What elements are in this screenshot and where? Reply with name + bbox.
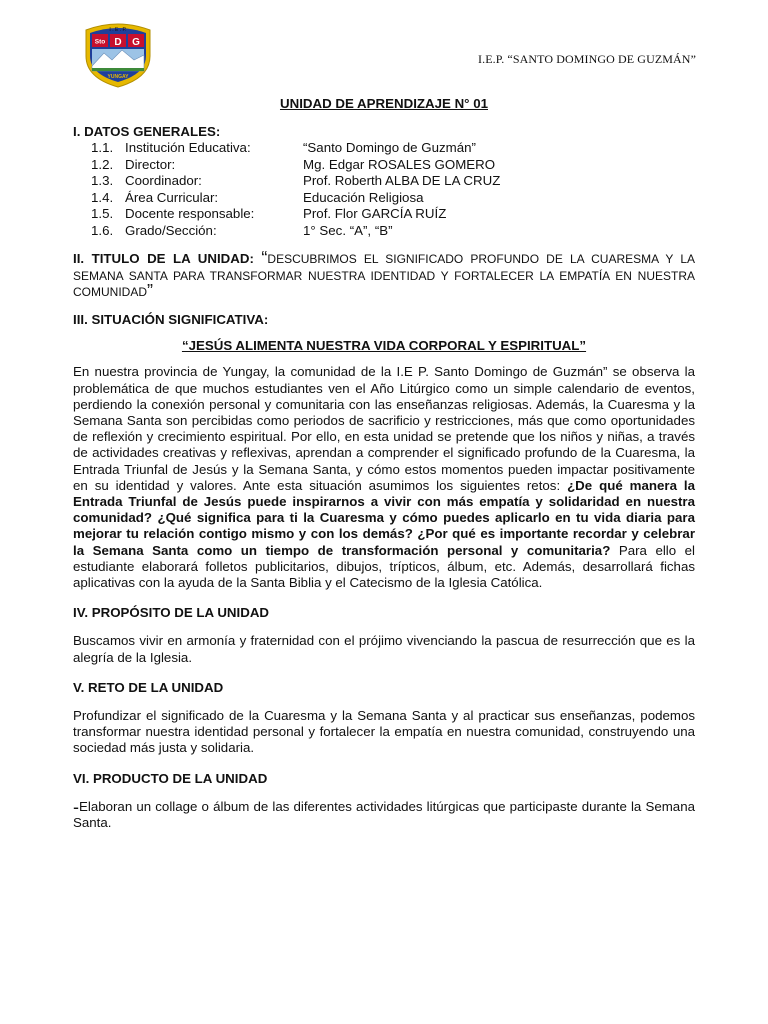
section-datos-generales bbox=[73, 124, 695, 239]
row-number: 1.2. bbox=[91, 156, 114, 172]
product-text: Elaboran un collage o álbum de las diferentes actividades litúrgicas que participaste durante la Semana Santa. bbox=[73, 798, 695, 831]
situation-text: En nuestra provincia de Yungay, la comunidad de la I.E P. Santo Domingo de Guzmán” se observa la problemática de que muchos estudiantes ven el Año Litúrgico como un simple calendario de eventos, perdiendo la conexión personal y comunitaria con las enseñanzas religiosas. Además, la Cuaresma y la Semana Santa son percibidas como periodos de sacrificio y restricciones, más que como oportunidades de reflexión y crecimiento espiritual. Por ello, en esta unidad se pretende que los niños y niñas, a través de actividades creativas y reflexivas, aprendan a comprender el significado profundo de la Cuaresma, la Entrada Triunfal de Jesús y la Semana Santa, y cómo estos momentos pueden impactar positivamente en su identidad y valores. Ante esta situación asumimos los siguientes retos: bbox=[73, 364, 695, 493]
product-dash: - bbox=[73, 796, 79, 817]
situation-paragraph bbox=[73, 364, 695, 591]
row-value: Educación Religiosa bbox=[303, 189, 424, 205]
section-situacion bbox=[73, 312, 695, 591]
row-value: Prof. Roberth ALBA DE LA CRUZ bbox=[303, 173, 501, 189]
product-paragraph bbox=[73, 796, 695, 831]
logo-iep-text: I . E . P. bbox=[109, 27, 127, 33]
section-titulo bbox=[73, 248, 695, 301]
row-label: Director: bbox=[125, 156, 176, 172]
unit-title-text: DESCUBRIMOS EL SIGNIFICADO PROFUNDO DE LA CUARESMA Y LA SEMANA SANTA PARA TRANSFORMAR NUESTRA IDENTIDAD Y FORTALECER LA EMPATÍA EN NUESTRA COMUNIDAD bbox=[73, 252, 695, 299]
logo-letter-g: G bbox=[132, 37, 140, 48]
general-data-row bbox=[73, 223, 695, 240]
row-number: 1.3. bbox=[91, 173, 114, 189]
general-data-row bbox=[73, 190, 695, 207]
row-value: Prof. Flor GARCÍA RUÍZ bbox=[303, 206, 447, 222]
row-label: Grado/Sección: bbox=[125, 222, 217, 238]
section-title: IV. PROPÓSITO DE LA UNIDAD bbox=[73, 605, 270, 621]
school-logo bbox=[80, 22, 156, 88]
row-value: “Santo Domingo de Guzmán” bbox=[303, 140, 476, 156]
close-quote: ” bbox=[147, 280, 153, 301]
purpose-paragraph: Buscamos vivir en armonía y fraternidad con el prójimo vivenciando la pascua de resurrección que es la alegría de la Iglesia. bbox=[73, 633, 695, 665]
general-data-list bbox=[73, 140, 695, 239]
section-producto bbox=[73, 771, 695, 832]
row-label: Institución Educativa: bbox=[125, 140, 251, 156]
general-data-row bbox=[73, 140, 695, 157]
situation-heading: “JESÚS ALIMENTA NUESTRA VIDA CORPORAL Y ESPIRITUAL” bbox=[181, 338, 587, 354]
section-reto bbox=[73, 680, 695, 757]
row-number: 1.6. bbox=[91, 222, 114, 238]
row-label: Coordinador: bbox=[125, 173, 202, 189]
row-value: 1° Sec. “A”, “B” bbox=[303, 222, 393, 238]
general-data-row bbox=[73, 157, 695, 174]
situation-questions: ¿De qué manera la Entrada Triunfal de Jesús puede inspirarnos a vivir con más empatía y solidaridad en nuestra comunidad? ¿Qué significa para ti la Cuaresma y cómo puedes aplicarlo en tu vida diaria para mejorar tu relación contigo mismo y con los demás? ¿Por qué es importante recordar y celebrar la Semana Santa como un tiempo de transformación personal y comunitaria? bbox=[73, 477, 695, 558]
logo-yungay-text: YUNGAY bbox=[107, 74, 129, 80]
row-label: Área Curricular: bbox=[125, 189, 219, 205]
row-value: Mg. Edgar ROSALES GOMERO bbox=[303, 156, 496, 172]
row-number: 1.1. bbox=[91, 140, 114, 156]
open-quote: “ bbox=[261, 248, 268, 269]
section-title: V. RETO DE LA UNIDAD bbox=[73, 679, 224, 695]
document-title: UNIDAD DE APRENDIZAJE N° 01 bbox=[279, 96, 488, 111]
row-label: Docente responsable: bbox=[125, 206, 255, 222]
logo-letter-sto: Sto bbox=[94, 38, 106, 46]
row-number: 1.5. bbox=[91, 206, 114, 222]
section-title: VI. PRODUCTO DE LA UNIDAD bbox=[73, 770, 268, 786]
section-title: I. DATOS GENERALES: bbox=[73, 124, 221, 140]
section-proposito bbox=[73, 605, 695, 666]
school-name-header: I.E.P. “SANTO DOMINGO DE GUZMÁN” bbox=[478, 52, 696, 66]
section-title: III. SITUACIÓN SIGNIFICATIVA: bbox=[73, 312, 269, 328]
general-data-row bbox=[73, 173, 695, 190]
document-body bbox=[73, 96, 695, 831]
section-title: II. TITULO DE LA UNIDAD: bbox=[73, 251, 254, 267]
situation-text-end: Para ello el estudiante elaborará folletos publicitarios, dibujos, trípticos, álbum, etc. Además, desarrollará fichas aplicativas con la ayuda de la Santa Biblia y el Catecismo de la Iglesia Católica. bbox=[73, 542, 695, 591]
row-number: 1.4. bbox=[91, 189, 114, 205]
logo-letter-d: D bbox=[114, 37, 122, 48]
challenge-paragraph: Profundizar el significado de la Cuaresma y la Semana Santa y al practicar sus enseñanzas, podemos transformar nuestra identidad personal y fortalecer la empatía en nuestra comunidad, construyendo una sociedad más justa y solidaria. bbox=[73, 708, 695, 756]
general-data-row bbox=[73, 206, 695, 223]
